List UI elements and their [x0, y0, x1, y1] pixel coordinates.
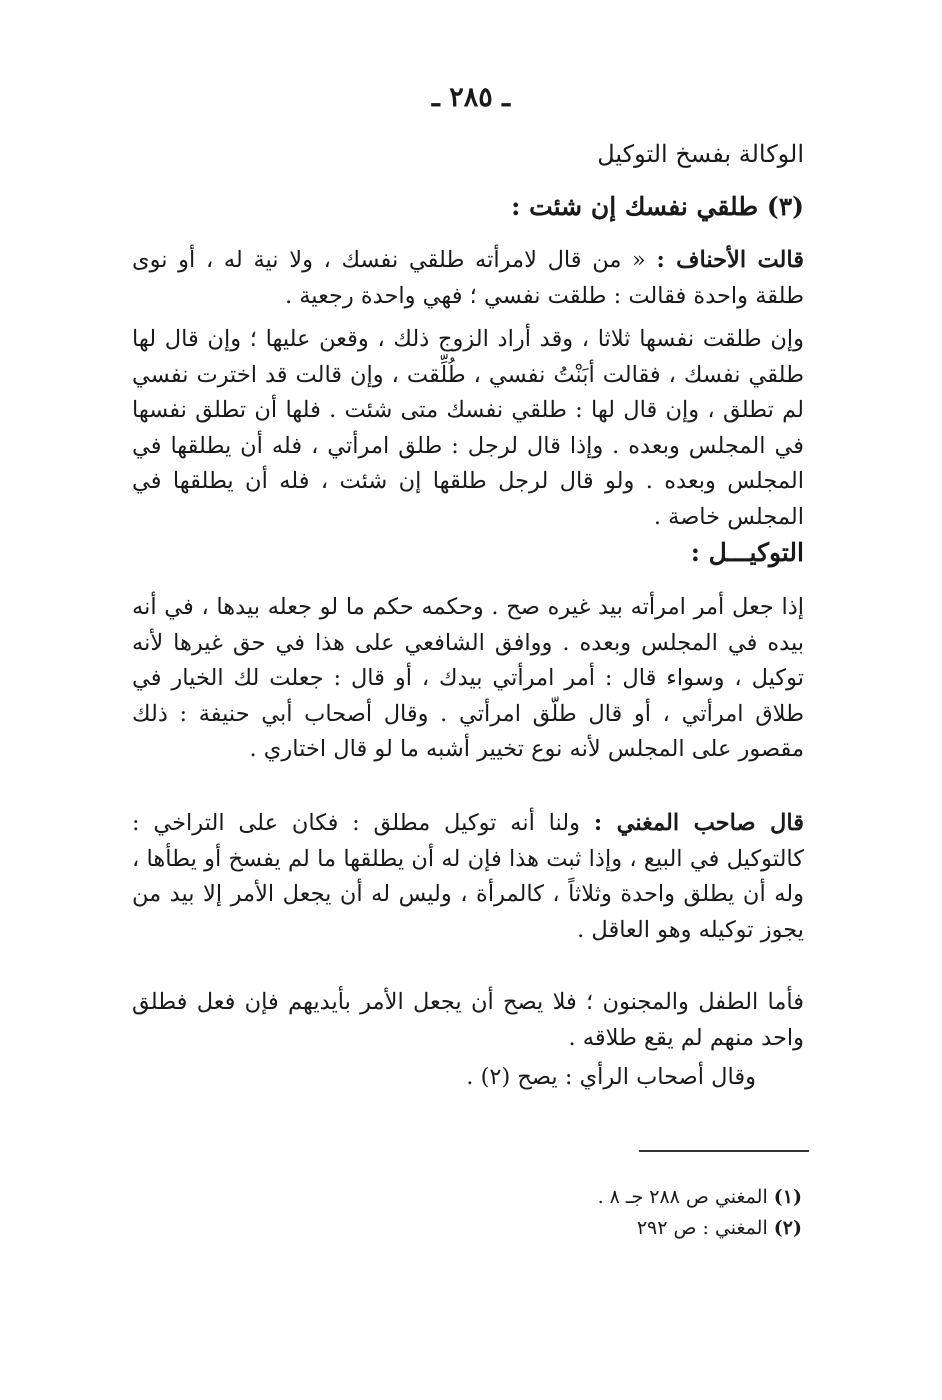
section-heading-2: التوكيـــل :	[690, 538, 804, 567]
paragraph-1	[132, 243, 804, 314]
paragraph-1-body: « من قال لامرأته طلقي نفسك ، ولا نية له ، أو نوى طلقة واحدة فقالت : طلقت نفسي ؛ فهي واحدة رجعية .	[132, 247, 804, 309]
footnote-1	[598, 1182, 802, 1213]
footnote-2-number: (٢)	[773, 1217, 802, 1239]
paragraph-3: إذا جعل أمر امرأته بيد غيره صح . وحكمه حكم ما لو جعله بيدها ، في أنه بيده في المجلس وبعده . ووافق الشافعي على هذا في حق غيرها لأنه توكيل ، وسواء قال : أمر امرأتي بيدك ، أو قال : جعلت لك الخيار في طلاق امرأتي ، أو قال طلّق امرأتي . وقال أصحاب أبي حنيفة : ذلك مقصور على المجلس لأنه نوع تخيير أشبه ما لو قال اختاري .	[132, 594, 804, 762]
running-head: الوكالة بفسخ التوكيل	[597, 140, 804, 168]
paragraph-6: وقال أصحاب الرأي : يصح (٢) .	[466, 1064, 756, 1090]
footnotes	[598, 1182, 802, 1244]
footnote-divider	[639, 1150, 809, 1152]
paragraph-2: وإن طلقت نفسها ثلاثا ، وقد أراد الزوج ذلك ، وقعن عليها ؛ وإن قال لها طلقي نفسك ، فقالت أبَنْتُ نفسي ، طُلِّقت ، وإن قالت قد اخترت نفسي لم تطلق ، وإن قال لها : طلقي نفسك متى شئت . فلها أن تطلق نفسها في المجلس وبعده . وإذا قال لرجل : طلق امرأتي ، فله أن يطلقها في المجلس وبعده . ولو قال لرجل طلقها إن شئت ، فله أن يطلقها في المجلس خاصة .	[132, 326, 804, 530]
paragraph-4-lead: قال صاحب المغني :	[593, 810, 804, 836]
paragraph-4	[132, 806, 804, 948]
paragraph-5: فأما الطفل والمجنون ؛ فلا يصح أن يجعل الأمر بأيديهم فإن فعل فطلق واحد منهم لم يقع طلاقه .	[132, 989, 804, 1051]
footnote-1-text: المغني ص ٢٨٨ جـ ٨ .	[597, 1186, 774, 1208]
section-heading-1: (٣) طلقي نفسك إن شئت :	[511, 192, 804, 221]
paragraph-4-body: ولنا أنه توكيل مطلق : فكان على التراخي : كالتوكيل في البيع ، وإذا ثبت هذا فإن له أن يطلقها ما لم يفسخ أو يطأها ، وله أن يطلق واحدة وثلاثاً ، كالمرأة ، وليس له أن يجعل الأمر إلا بيد من يجوز توكيله وهو العاقل .	[132, 810, 804, 943]
paragraph-1-lead: قالت الأحناف :	[656, 247, 805, 273]
page-number: ـ ٢٨٥ ـ	[431, 82, 511, 113]
footnote-2-text: المغني : ص ٢٩٢	[636, 1217, 774, 1239]
footnote-1-number: (١)	[773, 1186, 802, 1208]
footnote-2	[598, 1213, 802, 1244]
